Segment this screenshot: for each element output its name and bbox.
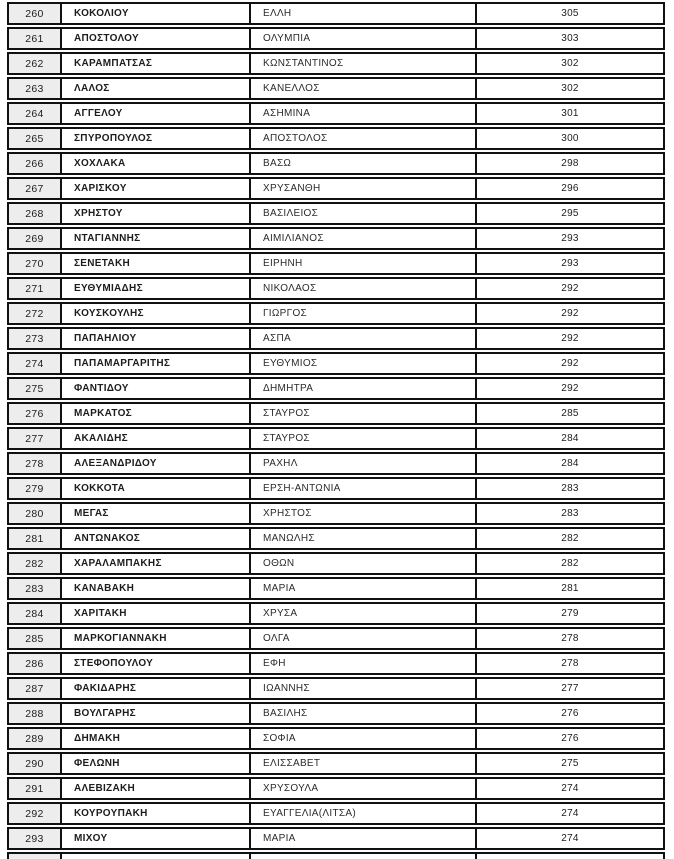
score-cell: 274 — [561, 833, 579, 844]
rank-cell: 271 — [9, 279, 62, 298]
rank-cell: 279 — [9, 479, 62, 498]
table-row — [7, 377, 665, 400]
table-row — [7, 852, 665, 859]
surname-cell: ΒΟΥΛΓΑΡΗΣ — [62, 704, 251, 723]
table-row — [7, 2, 665, 25]
score-cell: 301 — [561, 108, 579, 119]
score-cell: 292 — [561, 283, 579, 294]
surname-cell — [62, 854, 251, 859]
first-name-cell: ΕΥΑΓΓΕΛΙΑ(ΛΙΤΣΑ) — [251, 804, 477, 823]
table-row — [7, 527, 665, 550]
surname-cell: ΑΛΕΞΑΝΔΡΙΔΟΥ — [62, 454, 251, 473]
score-cell: 303 — [561, 33, 579, 44]
first-name-cell: ΣΤΑΥΡΟΣ — [251, 429, 477, 448]
surname-cell: ΣΠΥΡΟΠΟΥΛΟΣ — [62, 129, 251, 148]
surname-cell: ΧΑΡΑΛΑΜΠΑΚΗΣ — [62, 554, 251, 573]
rank-cell: 284 — [9, 604, 62, 623]
first-name-cell: ΣΟΦΙΑ — [251, 729, 477, 748]
surname-cell: ΚΑΡΑΜΠΑΤΣΑΣ — [62, 54, 251, 73]
rank-cell: 283 — [9, 579, 62, 598]
first-name-cell: ΜΑΡΙΑ — [251, 579, 477, 598]
table-row — [7, 202, 665, 225]
surname-cell: ΑΠΟΣΤΟΛΟΥ — [62, 29, 251, 48]
rank-cell: 261 — [9, 29, 62, 48]
rank-cell: 290 — [9, 754, 62, 773]
rank-cell: 277 — [9, 429, 62, 448]
score-cell: 293 — [561, 233, 579, 244]
score-cell — [477, 854, 663, 859]
score-cell: 292 — [561, 383, 579, 394]
rank-cell: 273 — [9, 329, 62, 348]
score-cell: 295 — [561, 208, 579, 219]
surname-cell: ΠΑΠΑΜΑΡΓΑΡΙΤΗΣ — [62, 354, 251, 373]
surname-cell: ΑΝΤΩΝΑΚΟΣ — [62, 529, 251, 548]
first-name-cell: ΝΙΚΟΛΑΟΣ — [251, 279, 477, 298]
first-name-cell: ΒΑΣΙΛΕΙΟΣ — [251, 204, 477, 223]
first-name-cell: ΡΑΧΗΛ — [251, 454, 477, 473]
table-row — [7, 352, 665, 375]
surname-cell: ΑΛΕΒΙΖΑΚΗ — [62, 779, 251, 798]
first-name-cell: ΧΡΥΣΟΥΛΑ — [251, 779, 477, 798]
first-name-cell: ΜΑΝΩΛΗΣ — [251, 529, 477, 548]
score-cell: 284 — [561, 458, 579, 469]
surname-cell: ΦΑΝΤΙΔΟΥ — [62, 379, 251, 398]
rank-cell: 293 — [9, 829, 62, 848]
surname-cell: ΧΟΧΛΑΚΑ — [62, 154, 251, 173]
rank-cell: 288 — [9, 704, 62, 723]
first-name-cell: ΑΣΠΑ — [251, 329, 477, 348]
rank-cell: 282 — [9, 554, 62, 573]
table-row — [7, 327, 665, 350]
first-name-cell: ΧΡΥΣΑΝΘΗ — [251, 179, 477, 198]
score-cell: 278 — [561, 633, 579, 644]
table-row — [7, 702, 665, 725]
table-row — [7, 27, 665, 50]
rank-cell: 286 — [9, 654, 62, 673]
score-cell: 283 — [561, 508, 579, 519]
rank-cell: 287 — [9, 679, 62, 698]
rank-cell: 289 — [9, 729, 62, 748]
first-name-cell: ΚΑΝΕΛΛΟΣ — [251, 79, 477, 98]
table-row — [7, 777, 665, 800]
score-cell: 277 — [561, 683, 579, 694]
score-cell: 305 — [561, 8, 579, 19]
table-row — [7, 727, 665, 750]
surname-cell: ΚΟΚΚΟΤΑ — [62, 479, 251, 498]
rank-cell: 275 — [9, 379, 62, 398]
rank-cell: 264 — [9, 104, 62, 123]
surname-cell: ΧΡΗΣΤΟΥ — [62, 204, 251, 223]
first-name-cell: ΔΗΜΗΤΡΑ — [251, 379, 477, 398]
surname-cell: ΑΓΓΕΛΟΥ — [62, 104, 251, 123]
rank-cell: 270 — [9, 254, 62, 273]
table-row — [7, 52, 665, 75]
rank-cell: 278 — [9, 454, 62, 473]
first-name-cell: ΙΩΑΝΝΗΣ — [251, 679, 477, 698]
score-cell: 300 — [561, 133, 579, 144]
table-row — [7, 677, 665, 700]
table-row — [7, 152, 665, 175]
rank-cell: 274 — [9, 354, 62, 373]
score-cell: 276 — [561, 708, 579, 719]
rank-cell: 291 — [9, 779, 62, 798]
surname-cell: ΣΕΝΕΤΑΚΗ — [62, 254, 251, 273]
surname-cell: ΦΕΛΩΝΗ — [62, 754, 251, 773]
table-row — [7, 652, 665, 675]
rank-cell: 263 — [9, 79, 62, 98]
surname-cell: ΠΑΠΑΗΛΙΟΥ — [62, 329, 251, 348]
surname-cell: ΛΑΛΟΣ — [62, 79, 251, 98]
rank-cell: 268 — [9, 204, 62, 223]
table-row — [7, 477, 665, 500]
rank-cell: 262 — [9, 54, 62, 73]
score-cell: 302 — [561, 83, 579, 94]
rank-cell: 272 — [9, 304, 62, 323]
first-name-cell: ΑΙΜΙΛΙΑΝΟΣ — [251, 229, 477, 248]
score-cell: 274 — [561, 783, 579, 794]
surname-cell: ΦΑΚΙΔΑΡΗΣ — [62, 679, 251, 698]
first-name-cell: ΒΑΣΙΛΗΣ — [251, 704, 477, 723]
surname-cell: ΜΙΧΟΥ — [62, 829, 251, 848]
surname-cell: ΚΟΚΟΛΙΟΥ — [62, 4, 251, 23]
rank-cell: 281 — [9, 529, 62, 548]
surname-cell: ΚΑΝΑΒΑΚΗ — [62, 579, 251, 598]
first-name-cell — [251, 854, 477, 859]
surname-cell: ΜΕΓΑΣ — [62, 504, 251, 523]
rank-cell: 276 — [9, 404, 62, 423]
score-cell: 275 — [561, 758, 579, 769]
first-name-cell: ΓΙΩΡΓΟΣ — [251, 304, 477, 323]
first-name-cell: ΕΙΡΗΝΗ — [251, 254, 477, 273]
first-name-cell: ΧΡΥΣΑ — [251, 604, 477, 623]
score-cell: 285 — [561, 408, 579, 419]
surname-cell: ΧΑΡΙΣΚΟΥ — [62, 179, 251, 198]
table-row — [7, 102, 665, 125]
table-row — [7, 452, 665, 475]
score-cell: 281 — [561, 583, 579, 594]
first-name-cell: ΕΛΛΗ — [251, 4, 477, 23]
table-row — [7, 277, 665, 300]
table-row — [7, 252, 665, 275]
first-name-cell: ΧΡΗΣΤΟΣ — [251, 504, 477, 523]
table-row — [7, 402, 665, 425]
first-name-cell: ΕΦΗ — [251, 654, 477, 673]
table-row — [7, 752, 665, 775]
surname-cell: ΝΤΑΓΙΑΝΝΗΣ — [62, 229, 251, 248]
score-cell: 279 — [561, 608, 579, 619]
score-cell: 274 — [561, 808, 579, 819]
surname-cell: ΕΥΘΥΜΙΑΔΗΣ — [62, 279, 251, 298]
first-name-cell: ΒΑΣΩ — [251, 154, 477, 173]
rank-cell: 269 — [9, 229, 62, 248]
rank-cell: 292 — [9, 804, 62, 823]
surname-cell: ΜΑΡΚΑΤΟΣ — [62, 404, 251, 423]
surname-cell: ΣΤΕΦΟΠΟΥΛΟΥ — [62, 654, 251, 673]
surname-cell: ΜΑΡΚΟΓΙΑΝΝΑΚΗ — [62, 629, 251, 648]
first-name-cell: ΚΩΝΣΤΑΝΤΙΝΟΣ — [251, 54, 477, 73]
first-name-cell: ΜΑΡΙΑ — [251, 829, 477, 848]
score-cell: 284 — [561, 433, 579, 444]
rank-cell — [9, 854, 62, 859]
table-row — [7, 627, 665, 650]
first-name-cell: ΕΡΣΗ-ΑΝΤΩΝΙΑ — [251, 479, 477, 498]
score-cell: 292 — [561, 308, 579, 319]
score-cell: 283 — [561, 483, 579, 494]
first-name-cell: ΟΘΩΝ — [251, 554, 477, 573]
table-row — [7, 427, 665, 450]
score-cell: 292 — [561, 358, 579, 369]
score-cell: 292 — [561, 333, 579, 344]
score-cell: 298 — [561, 158, 579, 169]
rank-cell: 285 — [9, 629, 62, 648]
score-cell: 296 — [561, 183, 579, 194]
score-cell: 293 — [561, 258, 579, 269]
surname-cell: ΧΑΡΙΤΑΚΗ — [62, 604, 251, 623]
table-row — [7, 827, 665, 850]
table-row — [7, 302, 665, 325]
rank-cell: 265 — [9, 129, 62, 148]
table-row — [7, 577, 665, 600]
first-name-cell: ΑΠΟΣΤΟΛΟΣ — [251, 129, 477, 148]
score-cell: 278 — [561, 658, 579, 669]
first-name-cell: ΟΛΥΜΠΙΑ — [251, 29, 477, 48]
score-cell: 302 — [561, 58, 579, 69]
table-row — [7, 552, 665, 575]
table-row — [7, 177, 665, 200]
surname-cell: ΔΗΜΑΚΗ — [62, 729, 251, 748]
rank-cell: 267 — [9, 179, 62, 198]
table-row — [7, 227, 665, 250]
first-name-cell: ΟΛΓΑ — [251, 629, 477, 648]
score-cell: 282 — [561, 533, 579, 544]
first-name-cell: ΕΥΘΥΜΙΟΣ — [251, 354, 477, 373]
first-name-cell: ΑΣΗΜΙΝΑ — [251, 104, 477, 123]
table-row — [7, 127, 665, 150]
first-name-cell: ΕΛΙΣΣΑΒΕΤ — [251, 754, 477, 773]
ranking-table — [7, 2, 674, 859]
rank-cell: 280 — [9, 504, 62, 523]
surname-cell: ΚΟΥΣΚΟΥΛΗΣ — [62, 304, 251, 323]
surname-cell: ΑΚΑΛΙΔΗΣ — [62, 429, 251, 448]
table-row — [7, 802, 665, 825]
surname-cell: ΚΟΥΡΟΥΠΑΚΗ — [62, 804, 251, 823]
rank-cell: 260 — [9, 4, 62, 23]
rank-cell: 266 — [9, 154, 62, 173]
table-row — [7, 502, 665, 525]
table-row — [7, 602, 665, 625]
score-cell: 276 — [561, 733, 579, 744]
score-cell: 282 — [561, 558, 579, 569]
table-row — [7, 77, 665, 100]
first-name-cell: ΣΤΑΥΡΟΣ — [251, 404, 477, 423]
